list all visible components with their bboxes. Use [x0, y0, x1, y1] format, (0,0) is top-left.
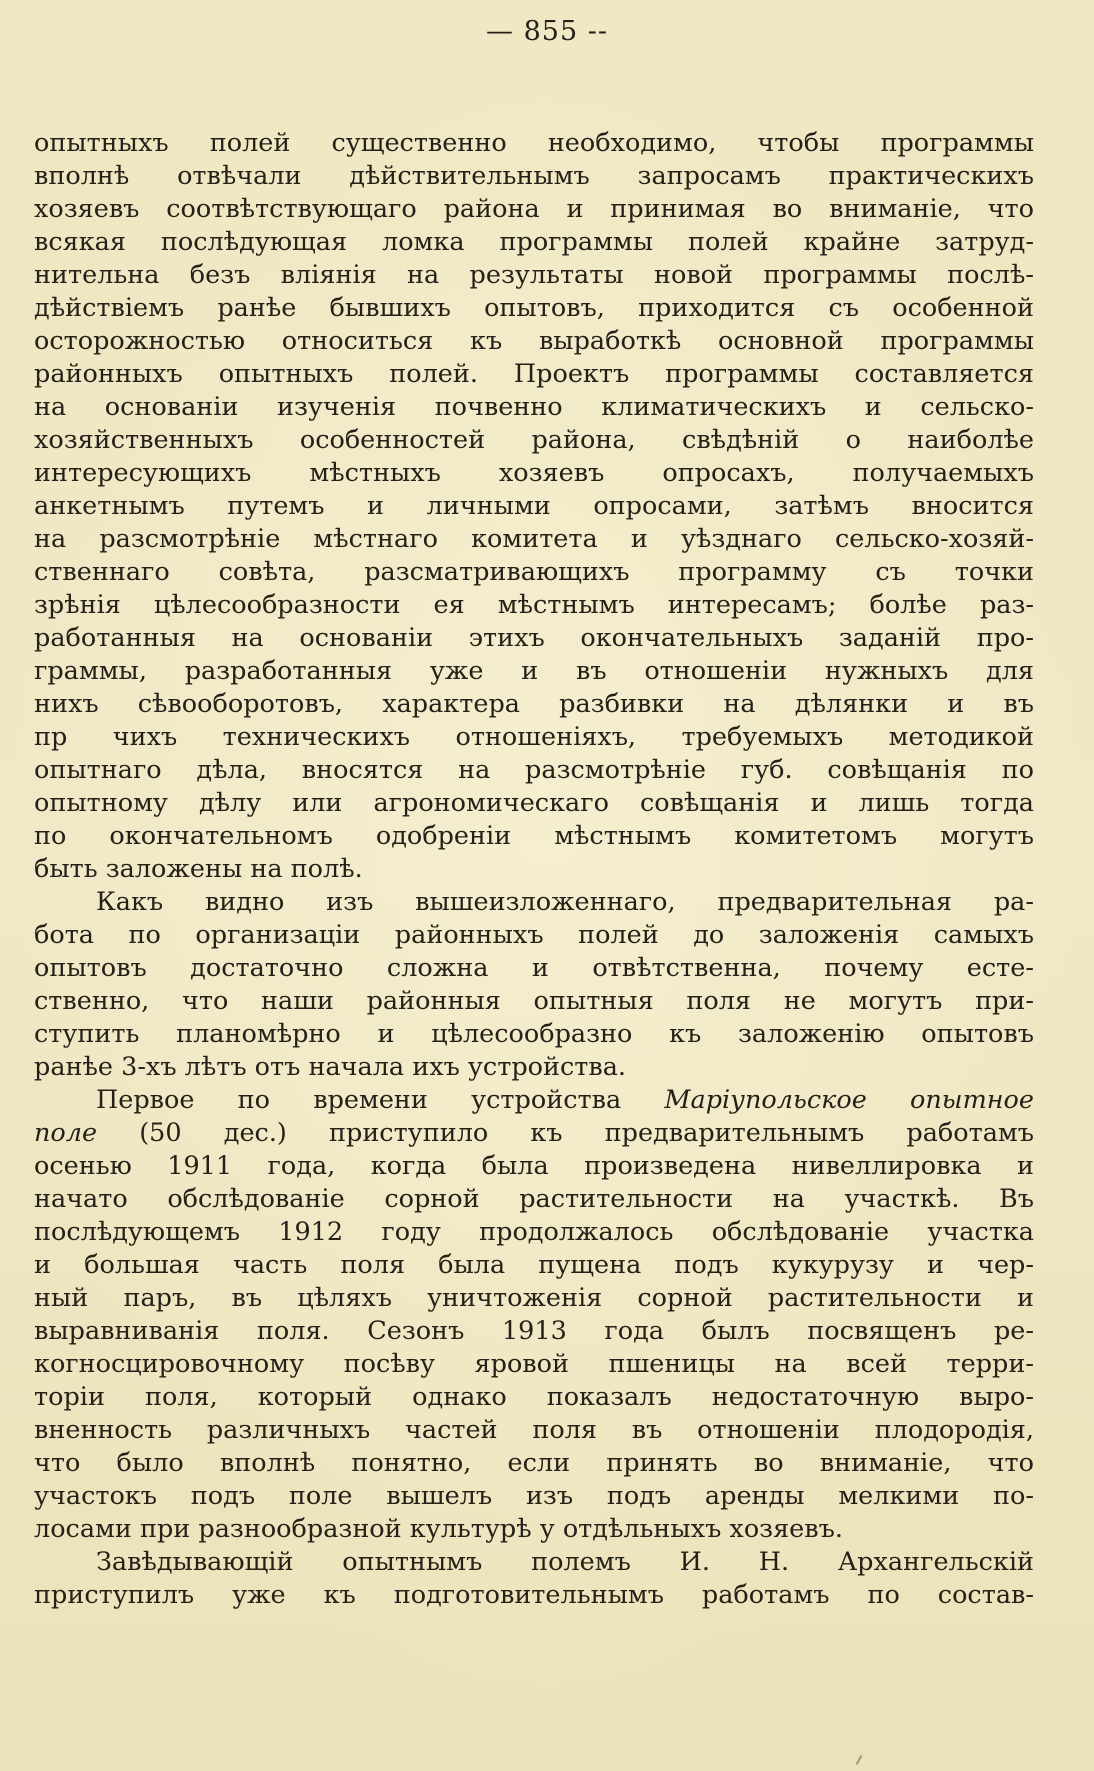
line-text: начато обслѣдованіе сорной растительности на участкѣ. Въ	[34, 1184, 1034, 1214]
line-text: участокъ подъ поле вышелъ изъ подъ аренды мелкими по-	[34, 1481, 1034, 1511]
text-line	[34, 160, 1034, 193]
line-text: ступить планомѣрно и цѣлесообразно къ заложенію опытовъ	[34, 1019, 1034, 1049]
line-text: дѣйствіемъ ранѣе бывшихъ опытовъ, приходится съ особенной	[34, 293, 1034, 323]
line-text: (50 дес.) приступило къ предварительнымъ работамъ	[97, 1118, 1034, 1148]
text-line	[34, 754, 1034, 787]
text-line	[34, 622, 1034, 655]
line-text: бота по организаціи районныхъ полей до заложенія самыхъ	[34, 920, 1034, 950]
text-line	[34, 952, 1034, 985]
line-text: вненность различныхъ частей поля въ отношеніи плодородія,	[34, 1415, 1034, 1445]
text-line	[34, 1447, 1034, 1480]
page-number: — 855 --	[486, 16, 608, 47]
line-text: и большая часть поля была пущена подъ кукурузу и чер-	[34, 1250, 1034, 1280]
text-line	[34, 391, 1034, 424]
line-text: нительна безъ вліянія на результаты новой программы послѣ-	[34, 260, 1034, 290]
text-line	[34, 1579, 1034, 1612]
text-line	[34, 556, 1034, 589]
text-line	[34, 1249, 1034, 1282]
line-text: осторожностью относиться къ выработкѣ основной программы	[34, 326, 1034, 356]
ink-speck	[856, 1755, 863, 1765]
text-line	[34, 193, 1034, 226]
line-text: Какъ видно изъ вышеизложеннаго, предварительная ра-	[96, 887, 1034, 917]
line-text: что было вполнѣ понятно, если принять во вниманіе, что	[34, 1448, 1034, 1478]
text-line	[34, 1414, 1034, 1447]
text-line	[34, 886, 1034, 919]
line-text: зрѣнія цѣлесообразности ея мѣстнымъ интересамъ; болѣе раз-	[34, 590, 1034, 620]
text-line	[34, 919, 1034, 952]
line-text: ственно, что наши районныя опытныя поля не могутъ при-	[34, 986, 1034, 1016]
text-line	[34, 721, 1034, 754]
text-line	[34, 259, 1034, 292]
line-text: пр чихъ техническихъ отношеніяхъ, требуемыхъ методикой	[34, 722, 1034, 752]
italic-text: Маріупольское опытное	[664, 1085, 1034, 1115]
line-text: выравниванія поля. Сезонъ 1913 года былъ посвященъ ре-	[34, 1316, 1034, 1346]
text-line	[34, 820, 1034, 853]
line-text: приступилъ уже къ подготовительнымъ работамъ по состав-	[34, 1580, 1034, 1610]
text-line	[34, 424, 1034, 457]
line-text: лосами при разнообразной культурѣ у отдѣльныхъ хозяевъ.	[34, 1514, 843, 1544]
text-line	[34, 1084, 1034, 1117]
text-line	[34, 1513, 1034, 1546]
line-text: вполнѣ отвѣчали дѣйствительнымъ запросамъ практическихъ	[34, 161, 1034, 191]
line-text: районныхъ опытныхъ полей. Проектъ программы составляется	[34, 359, 1034, 389]
text-line	[34, 1381, 1034, 1414]
text-line	[34, 490, 1034, 523]
line-text: послѣдующемъ 1912 году продолжалось обслѣдованіе участка	[34, 1217, 1034, 1247]
line-text: опытовъ достаточно сложна и отвѣтственна, почему есте-	[34, 953, 1034, 983]
text-line	[34, 985, 1034, 1018]
line-text: опытному дѣлу или агрономическаго совѣщанія и лишь тогда	[34, 788, 1034, 818]
text-line	[34, 457, 1034, 490]
text-line	[34, 292, 1034, 325]
line-text: ственнаго совѣта, разсматривающихъ программу съ точки	[34, 557, 1034, 587]
text-line	[34, 589, 1034, 622]
line-text: осенью 1911 года, когда была произведена нивеллировка и	[34, 1151, 1034, 1181]
line-text: на разсмотрѣніе мѣстнаго комитета и уѣзднаго сельско-хозяй-	[34, 524, 1034, 554]
line-text: опытнаго дѣла, вносятся на разсмотрѣніе губ. совѣщанія по	[34, 755, 1034, 785]
text-line	[34, 1348, 1034, 1381]
line-text: когносцировочному посѣву яровой пшеницы на всей терри-	[34, 1349, 1034, 1379]
text-line	[34, 358, 1034, 391]
line-text: торіи поля, который однако показалъ недостаточную выро-	[34, 1382, 1034, 1412]
line-text: ный паръ, въ цѣляхъ уничтоженія сорной растительности и	[34, 1283, 1034, 1313]
text-line	[34, 1051, 1034, 1084]
text-line	[34, 127, 1034, 160]
line-text: интересующихъ мѣстныхъ хозяевъ опросахъ, получаемыхъ	[34, 458, 1034, 488]
text-line	[34, 1117, 1034, 1150]
line-text: опытныхъ полей существенно необходимо, чтобы программы	[34, 128, 1034, 158]
line-text: анкетнымъ путемъ и личными опросами, затѣмъ вносится	[34, 491, 1034, 521]
text-line	[34, 688, 1034, 721]
line-text: по окончательномъ одобреніи мѣстнымъ комитетомъ могутъ	[34, 821, 1034, 851]
text-line	[34, 1216, 1034, 1249]
text-line	[34, 1150, 1034, 1183]
line-text: на основаніи изученія почвенно климатическихъ и сельско-	[34, 392, 1034, 422]
line-text: быть заложены на полѣ.	[34, 854, 363, 884]
text-line	[34, 523, 1034, 556]
text-line	[34, 1480, 1034, 1513]
text-line	[34, 1282, 1034, 1315]
line-text: граммы, разработанныя уже и въ отношеніи нужныхъ для	[34, 656, 1034, 686]
line-text: Завѣдывающій опытнымъ полемъ И. Н. Архангельскій	[96, 1547, 1034, 1577]
line-text: нихъ сѣвооборотовъ, характера разбивки на дѣлянки и въ	[34, 689, 1034, 719]
body-text	[34, 127, 1034, 1612]
line-text: хозяйственныхъ особенностей района, свѣдѣній о наиболѣе	[34, 425, 1034, 455]
text-line	[34, 1183, 1034, 1216]
line-text: хозяевъ соотвѣтствующаго района и принимая во вниманіе, что	[34, 194, 1034, 224]
text-line	[34, 853, 1034, 886]
text-line	[34, 226, 1034, 259]
text-line	[34, 325, 1034, 358]
line-text: ранѣе 3-хъ лѣтъ отъ начала ихъ устройства.	[34, 1052, 627, 1082]
line-text: Первое по времени устройства	[96, 1085, 665, 1115]
italic-text: поле	[34, 1118, 98, 1148]
text-line	[34, 655, 1034, 688]
text-line	[34, 1546, 1034, 1579]
line-text: работанныя на основаніи этихъ окончательныхъ заданій про-	[34, 623, 1034, 653]
line-text: всякая послѣдующая ломка программы полей крайне затруд-	[34, 227, 1034, 257]
text-line	[34, 1018, 1034, 1051]
text-line	[34, 1315, 1034, 1348]
text-line	[34, 787, 1034, 820]
